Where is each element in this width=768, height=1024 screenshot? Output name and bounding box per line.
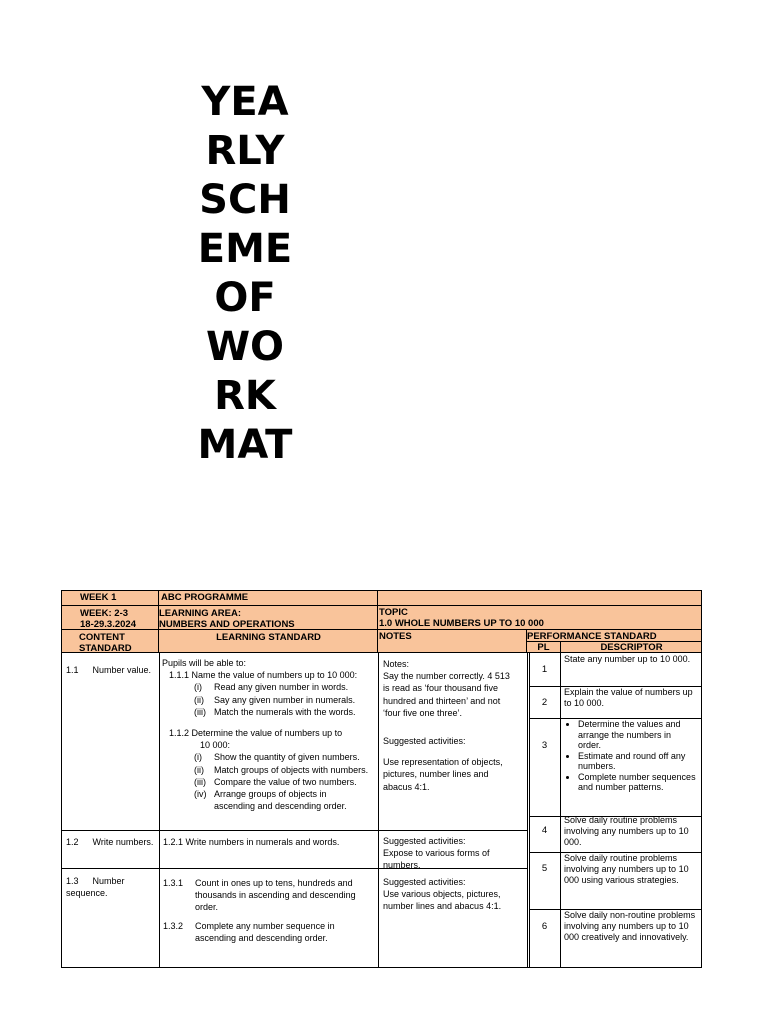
- title-line: OF: [214, 275, 276, 321]
- pl-level-3: 3: [541, 740, 548, 751]
- notes-1-2: Suggested activities: Expose to various forms of numbers.: [383, 836, 490, 871]
- header-performance-standard: PERFORMANCE STANDARD: [527, 631, 657, 642]
- header-notes: NOTES: [379, 631, 412, 642]
- topic-label: TOPIC 1.0 WHOLE NUMBERS UP TO 10 000: [379, 607, 544, 629]
- descriptor-3: [562, 719, 700, 793]
- pl-level-4: 4: [541, 825, 548, 836]
- descriptor-1: State any number up to 10 000.: [564, 654, 691, 664]
- pl-level-5: 5: [541, 863, 548, 874]
- learning-standard-1-2: 1.2.1 Write numbers in numerals and words.: [163, 837, 340, 847]
- header-content-standard: CONTENT STANDARD: [79, 632, 132, 654]
- pl-level-1: 1: [541, 664, 548, 675]
- list-item: (iii) Compare the value of two numbers.: [194, 776, 357, 787]
- descriptor-2: Explain the value of numbers up to 10 000.: [564, 687, 693, 708]
- list-111: [162, 681, 376, 718]
- list-item: (i) Read any given number in words.: [194, 682, 349, 693]
- list-item: (iii) Match the numerals with the words.: [194, 706, 356, 717]
- descriptor-5: Solve daily routine problems involving any numbers up to 10 000 using various strategies.: [564, 853, 689, 885]
- header-learning-standard: LEARNING STANDARD: [216, 632, 321, 643]
- title-line: EME: [197, 226, 293, 272]
- programme-label: ABC PROGRAMME: [161, 592, 249, 603]
- descriptor-4: Solve daily routine problems involving any numbers up to 10 000.: [564, 815, 689, 847]
- title-line: RK: [214, 373, 276, 419]
- list-item: • Complete number sequences and number patterns.: [578, 772, 700, 793]
- content-standard-1-2: 1.2 Write numbers.: [66, 837, 154, 847]
- document-title: [190, 78, 300, 470]
- descriptor-3-list: [562, 719, 700, 793]
- week1-label: WEEK 1: [80, 592, 117, 603]
- content-standard-1-3: 1.3 Number sequence.: [66, 876, 125, 899]
- title-line: YEA: [201, 79, 289, 125]
- header-pl: PL: [537, 642, 550, 653]
- list-item: • Estimate and round off any numbers.: [578, 751, 700, 772]
- descriptor-6: Solve daily non-routine problems involving any numbers up to 10 000 creatively and innovatively.: [564, 910, 696, 942]
- list-item: (ii) Say any given number in numerals.: [194, 694, 356, 705]
- list-item: • Determine the values and arrange the numbers in order.: [578, 719, 700, 751]
- list-item: (i) Show the quantity of given numbers.: [194, 752, 360, 763]
- content-standard-1-1: 1.1 Number value.: [66, 665, 152, 675]
- notes-1-1: Notes: Say the number correctly. 4 513 is read as ‘four thousand five hundred and thirteen’ and not ‘four five one three’. Suggested activities: Use representation of objects, pictures, number lines and abacus 4:1.: [383, 659, 510, 792]
- notes-1-3: Suggested activities: Use various objects, pictures, number lines and abacus 4:1.: [383, 877, 502, 912]
- pl-level-2: 2: [541, 697, 548, 708]
- list-item: (iv) Arrange groups of objects in: [194, 789, 327, 800]
- title-line: MAT: [197, 422, 293, 468]
- header-descriptor: DESCRIPTOR: [600, 642, 663, 653]
- pl-level-6: 6: [541, 921, 548, 932]
- title-line: RLY: [205, 128, 285, 174]
- learning-area-label: LEARNING AREA: NUMBERS AND OPERATIONS: [159, 608, 295, 630]
- title-line: WO: [205, 324, 285, 370]
- list-112: [162, 751, 376, 800]
- learning-standard-1-1: Pupils will be able to: 1.1.1 Name the value of numbers up to 10 000: (i) Read any given number in words. (ii) Say any given number in numerals. (iii) Match the numerals with the words. 1.1.2 Determine the value of numbers up to 10 000: (i) Show the quantity of given numbers. (ii) Match groups of objects with numbers. (iii) Compare the value of two numbers. (iv) Arrange groups of objects in ascending and descending order.: [162, 657, 376, 812]
- list-item: (ii) Match groups of objects with numbers.: [194, 764, 369, 775]
- learning-standard-1-3: 1.3.1 Count in ones up to tens, hundreds and thousands in ascending and descending order. 1.3.2 Complete any number sequence in ascending and descending order.: [163, 878, 356, 943]
- title-line: SCH: [199, 177, 291, 223]
- week-range-label: WEEK: 2-3 18-29.3.2024: [80, 608, 136, 630]
